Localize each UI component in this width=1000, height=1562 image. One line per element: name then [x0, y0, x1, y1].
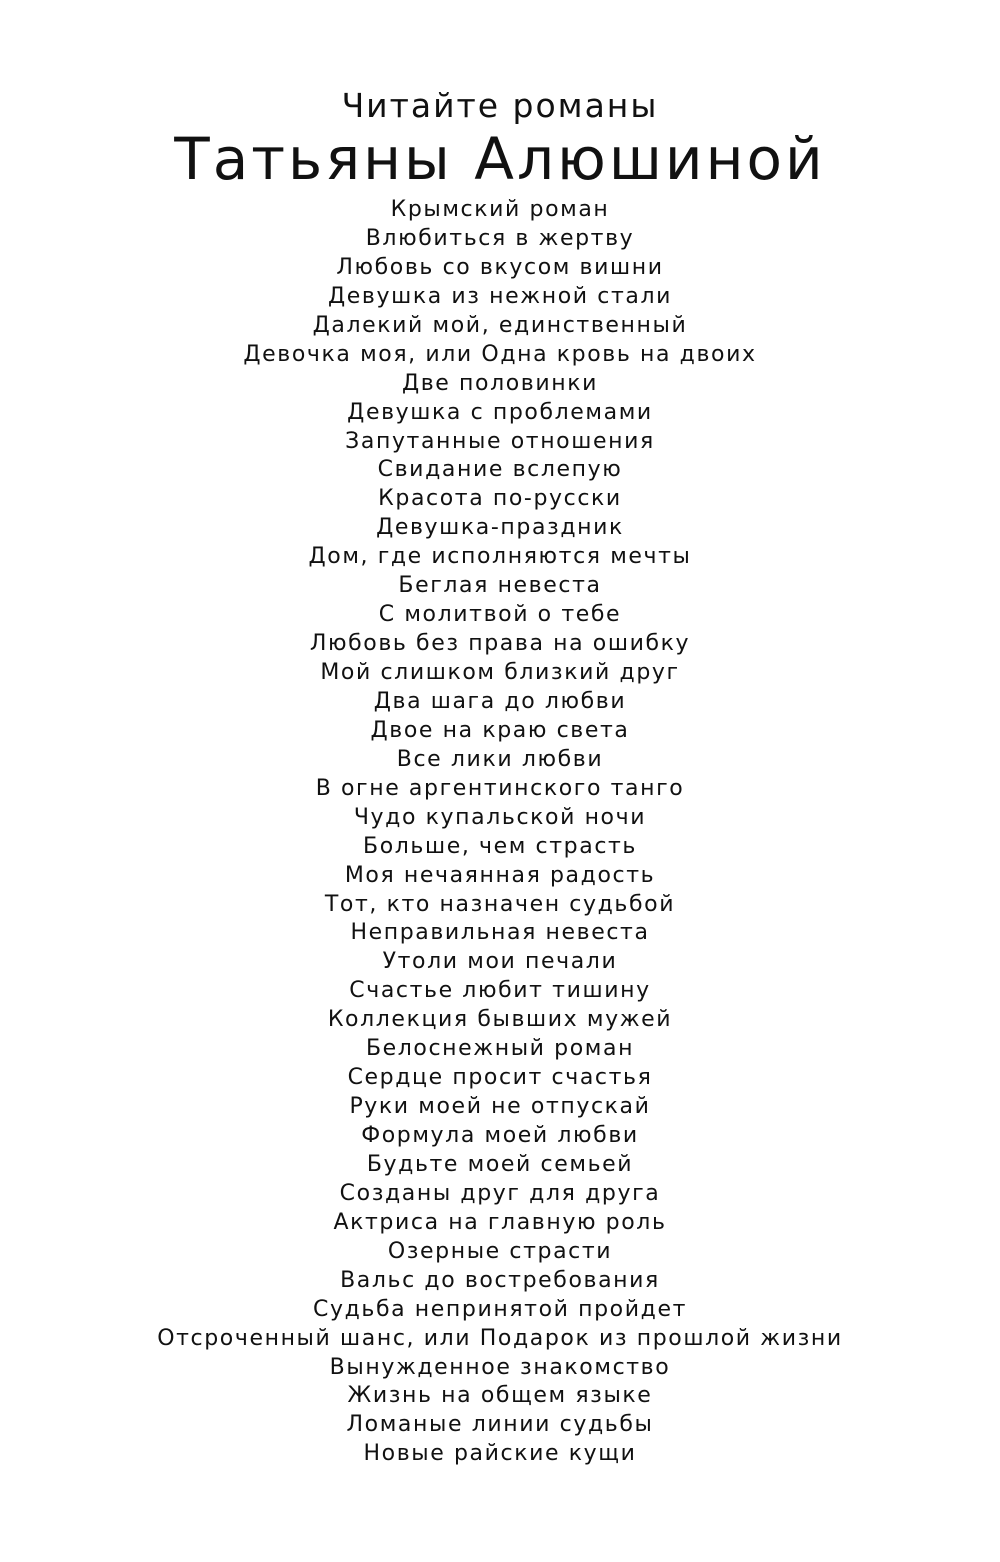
book-title: Красота по-русски	[378, 486, 622, 512]
book-title: Чудо купальской ночи	[353, 804, 647, 830]
book-title: Сердце просит счастья	[347, 1065, 653, 1091]
book-title: Будьте моей семьей	[366, 1151, 634, 1177]
book-title: Две половинки	[401, 370, 599, 396]
book-title: Коллекция бывших мужей	[327, 1007, 673, 1033]
book-title: Тот, кто назначен судьбой	[324, 891, 676, 917]
book-title: Два шага до любви	[373, 688, 627, 714]
book-title: Беглая невеста	[398, 573, 602, 599]
book-title: С молитвой о тебе	[378, 602, 622, 628]
book-title: Больше, чем страсть	[363, 833, 637, 859]
book-title: Судьба непринятой пройдет	[312, 1296, 688, 1322]
book-title: Девушка с проблемами	[347, 399, 653, 425]
book-title: Формула моей любви	[361, 1123, 639, 1148]
book-title: Девушка-праздник	[376, 515, 624, 541]
book-title: Любовь без права на ошибку	[309, 631, 691, 657]
book-title: Дом, где исполняются мечты	[308, 544, 692, 570]
book-title: Все лики любви	[396, 746, 604, 772]
book-title: Счастье любит тишину	[349, 978, 651, 1004]
book-title: Крымский роман	[390, 197, 610, 222]
book-title: Белоснежный роман	[365, 1036, 635, 1062]
book-title: Актриса на главную роль	[333, 1209, 667, 1235]
book-title: Свидание вслепую	[377, 457, 623, 483]
book-title: Моя нечаянная радость	[344, 862, 656, 888]
author-name: Татьяны Алюшиной	[174, 125, 826, 193]
book-title: Девочка моя, или Одна кровь на двоих	[243, 341, 757, 367]
book-title: Ломаные линии судьбы	[346, 1412, 654, 1438]
book-title: Любовь со вкусом вишни	[336, 254, 664, 280]
book-title: В огне аргентинского танго	[315, 775, 685, 801]
book-title: Далекий мой, единственный	[312, 312, 688, 338]
book-title: Влюбиться в жертву	[365, 225, 635, 251]
book-title: Запутанные отношения	[345, 428, 655, 454]
book-title: Утоли мои печали	[382, 949, 618, 975]
page-subtitle: Читайте романы	[341, 86, 659, 125]
book-title: Созданы друг для друга	[339, 1180, 661, 1206]
book-title: Двое на краю света	[370, 717, 630, 743]
book-title: Озерные страсти	[387, 1238, 613, 1264]
book-title: Неправильная невеста	[350, 920, 650, 946]
book-title: Отсроченный шанс, или Подарок из прошлой жизни	[157, 1325, 843, 1351]
book-title: Жизнь на общем языке	[347, 1383, 653, 1409]
book-title: Руки моей не отпускай	[349, 1094, 651, 1120]
book-title: Вынужденное знакомство	[329, 1354, 671, 1380]
book-title: Новые райские кущи	[363, 1441, 637, 1467]
book-title: Вальс до востребования	[340, 1267, 660, 1293]
book-title: Девушка из нежной стали	[327, 283, 672, 309]
book-title: Мой слишком близкий друг	[320, 660, 680, 685]
book-title-list	[0, 196, 1000, 1469]
